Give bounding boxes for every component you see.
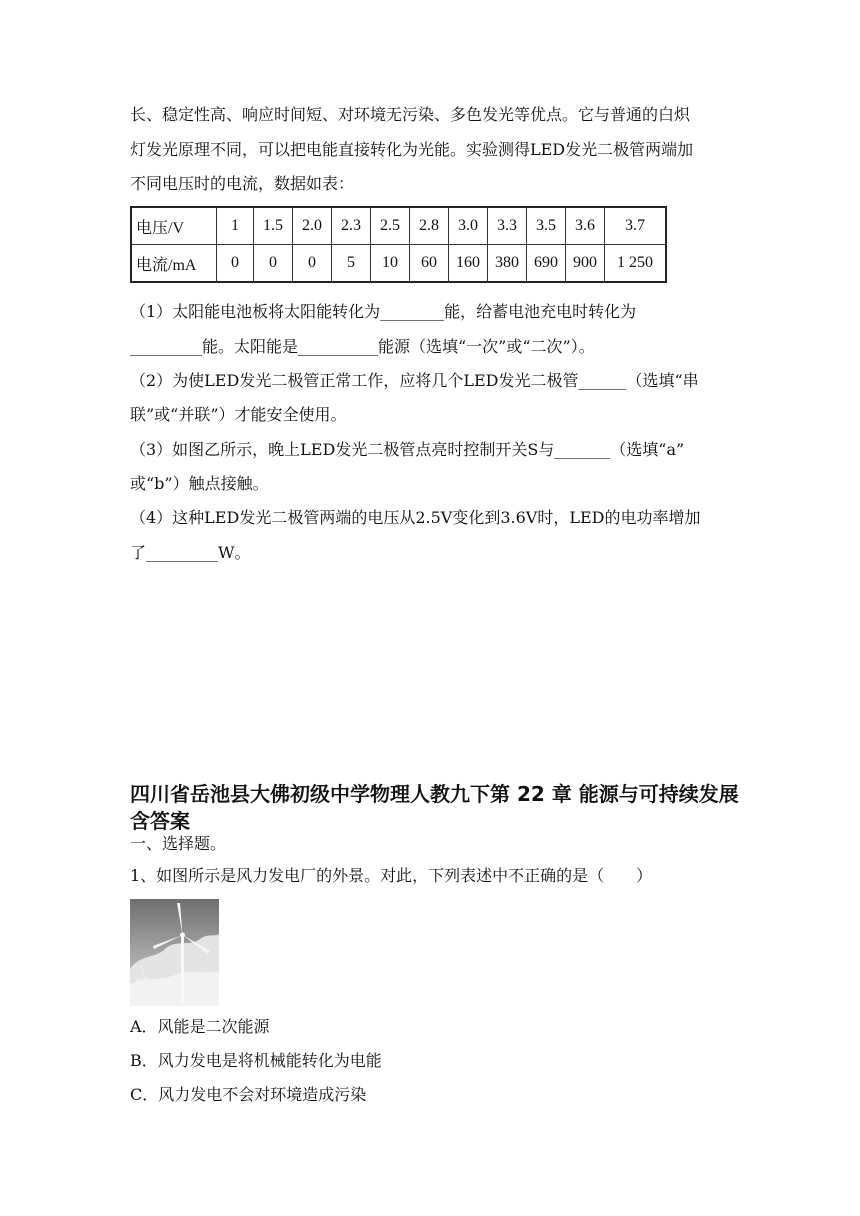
section-heading: 一、选择题。 [130, 834, 227, 853]
table-cell: 3.6 [566, 207, 605, 245]
table-cell: 2.0 [293, 207, 332, 245]
table-cell: 2.3 [332, 207, 371, 245]
question-line-6: 或“b”）触点接触。 [130, 474, 269, 493]
option-a: A．风能是二次能源 [130, 1017, 270, 1036]
intro-line-3: 不同电压时的电流，数据如表： [130, 174, 355, 193]
voltage-row [131, 207, 666, 245]
table-cell: 3.7 [605, 207, 667, 245]
table-cell: 1 250 [605, 245, 667, 283]
table-cell: 2.5 [371, 207, 410, 245]
table-cell: 690 [527, 245, 566, 283]
table-cell: 0 [217, 245, 254, 283]
table-cell: 1 [217, 207, 254, 245]
voltage-header: 电压/V [131, 207, 217, 245]
table-cell: 3.5 [527, 207, 566, 245]
table-cell: 1.5 [254, 207, 293, 245]
question-1-stem: 1、如图所示是风力发电厂的外景。对此，下列表述中不正确的是（ ） [130, 866, 653, 885]
table-cell: 900 [566, 245, 605, 283]
current-row [131, 245, 666, 283]
table-cell: 160 [449, 245, 488, 283]
table-cell: 0 [254, 245, 293, 283]
question-line-4: 联”或“并联”）才能安全使用。 [130, 405, 347, 424]
intro-line-1: 长、稳定性高、响应时间短、对环境无污染、多色发光等优点。它与普通的白炽 [130, 105, 691, 124]
question-line-8: 了_________W。 [130, 543, 251, 562]
table-cell: 2.8 [410, 207, 449, 245]
question-line-2: _________能。太阳能是__________能源（选填“一次”或“二次”）。 [130, 337, 595, 356]
question-line-7: （4）这种LED发光二极管两端的电压从2.5V变化到3.6V时，LED的电功率增加 [130, 508, 701, 527]
table-cell: 3.3 [488, 207, 527, 245]
table-cell: 380 [488, 245, 527, 283]
led-data-table [130, 206, 667, 283]
question-line-1: （1）太阳能电池板将太阳能转化为________能，给蓄电池充电时转化为 [130, 302, 637, 321]
wind-turbine-photo [130, 899, 219, 1006]
table-cell: 3.0 [449, 207, 488, 245]
question-line-3: （2）为使LED发光二极管正常工作，应将几个LED发光二极管______（选填“串 [130, 371, 699, 390]
option-b: B．风力发电是将机械能转化为电能 [130, 1051, 382, 1070]
current-header: 电流/mA [131, 245, 217, 283]
option-c: C．风力发电不会对环境造成污染 [130, 1085, 367, 1104]
intro-line-2: 灯发光原理不同，可以把电能直接转化为光能。实验测得LED发光二极管两端加 [130, 140, 694, 159]
table-cell: 0 [293, 245, 332, 283]
question-line-5: （3）如图乙所示，晚上LED发光二极管点亮时控制开关S与_______（选填“a” [130, 440, 685, 459]
table-cell: 10 [371, 245, 410, 283]
table-cell: 5 [332, 245, 371, 283]
document-title: 四川省岳池县大佛初级中学物理人教九下第 22 章 能源与可持续发展含答案 [130, 782, 739, 833]
table-cell: 60 [410, 245, 449, 283]
